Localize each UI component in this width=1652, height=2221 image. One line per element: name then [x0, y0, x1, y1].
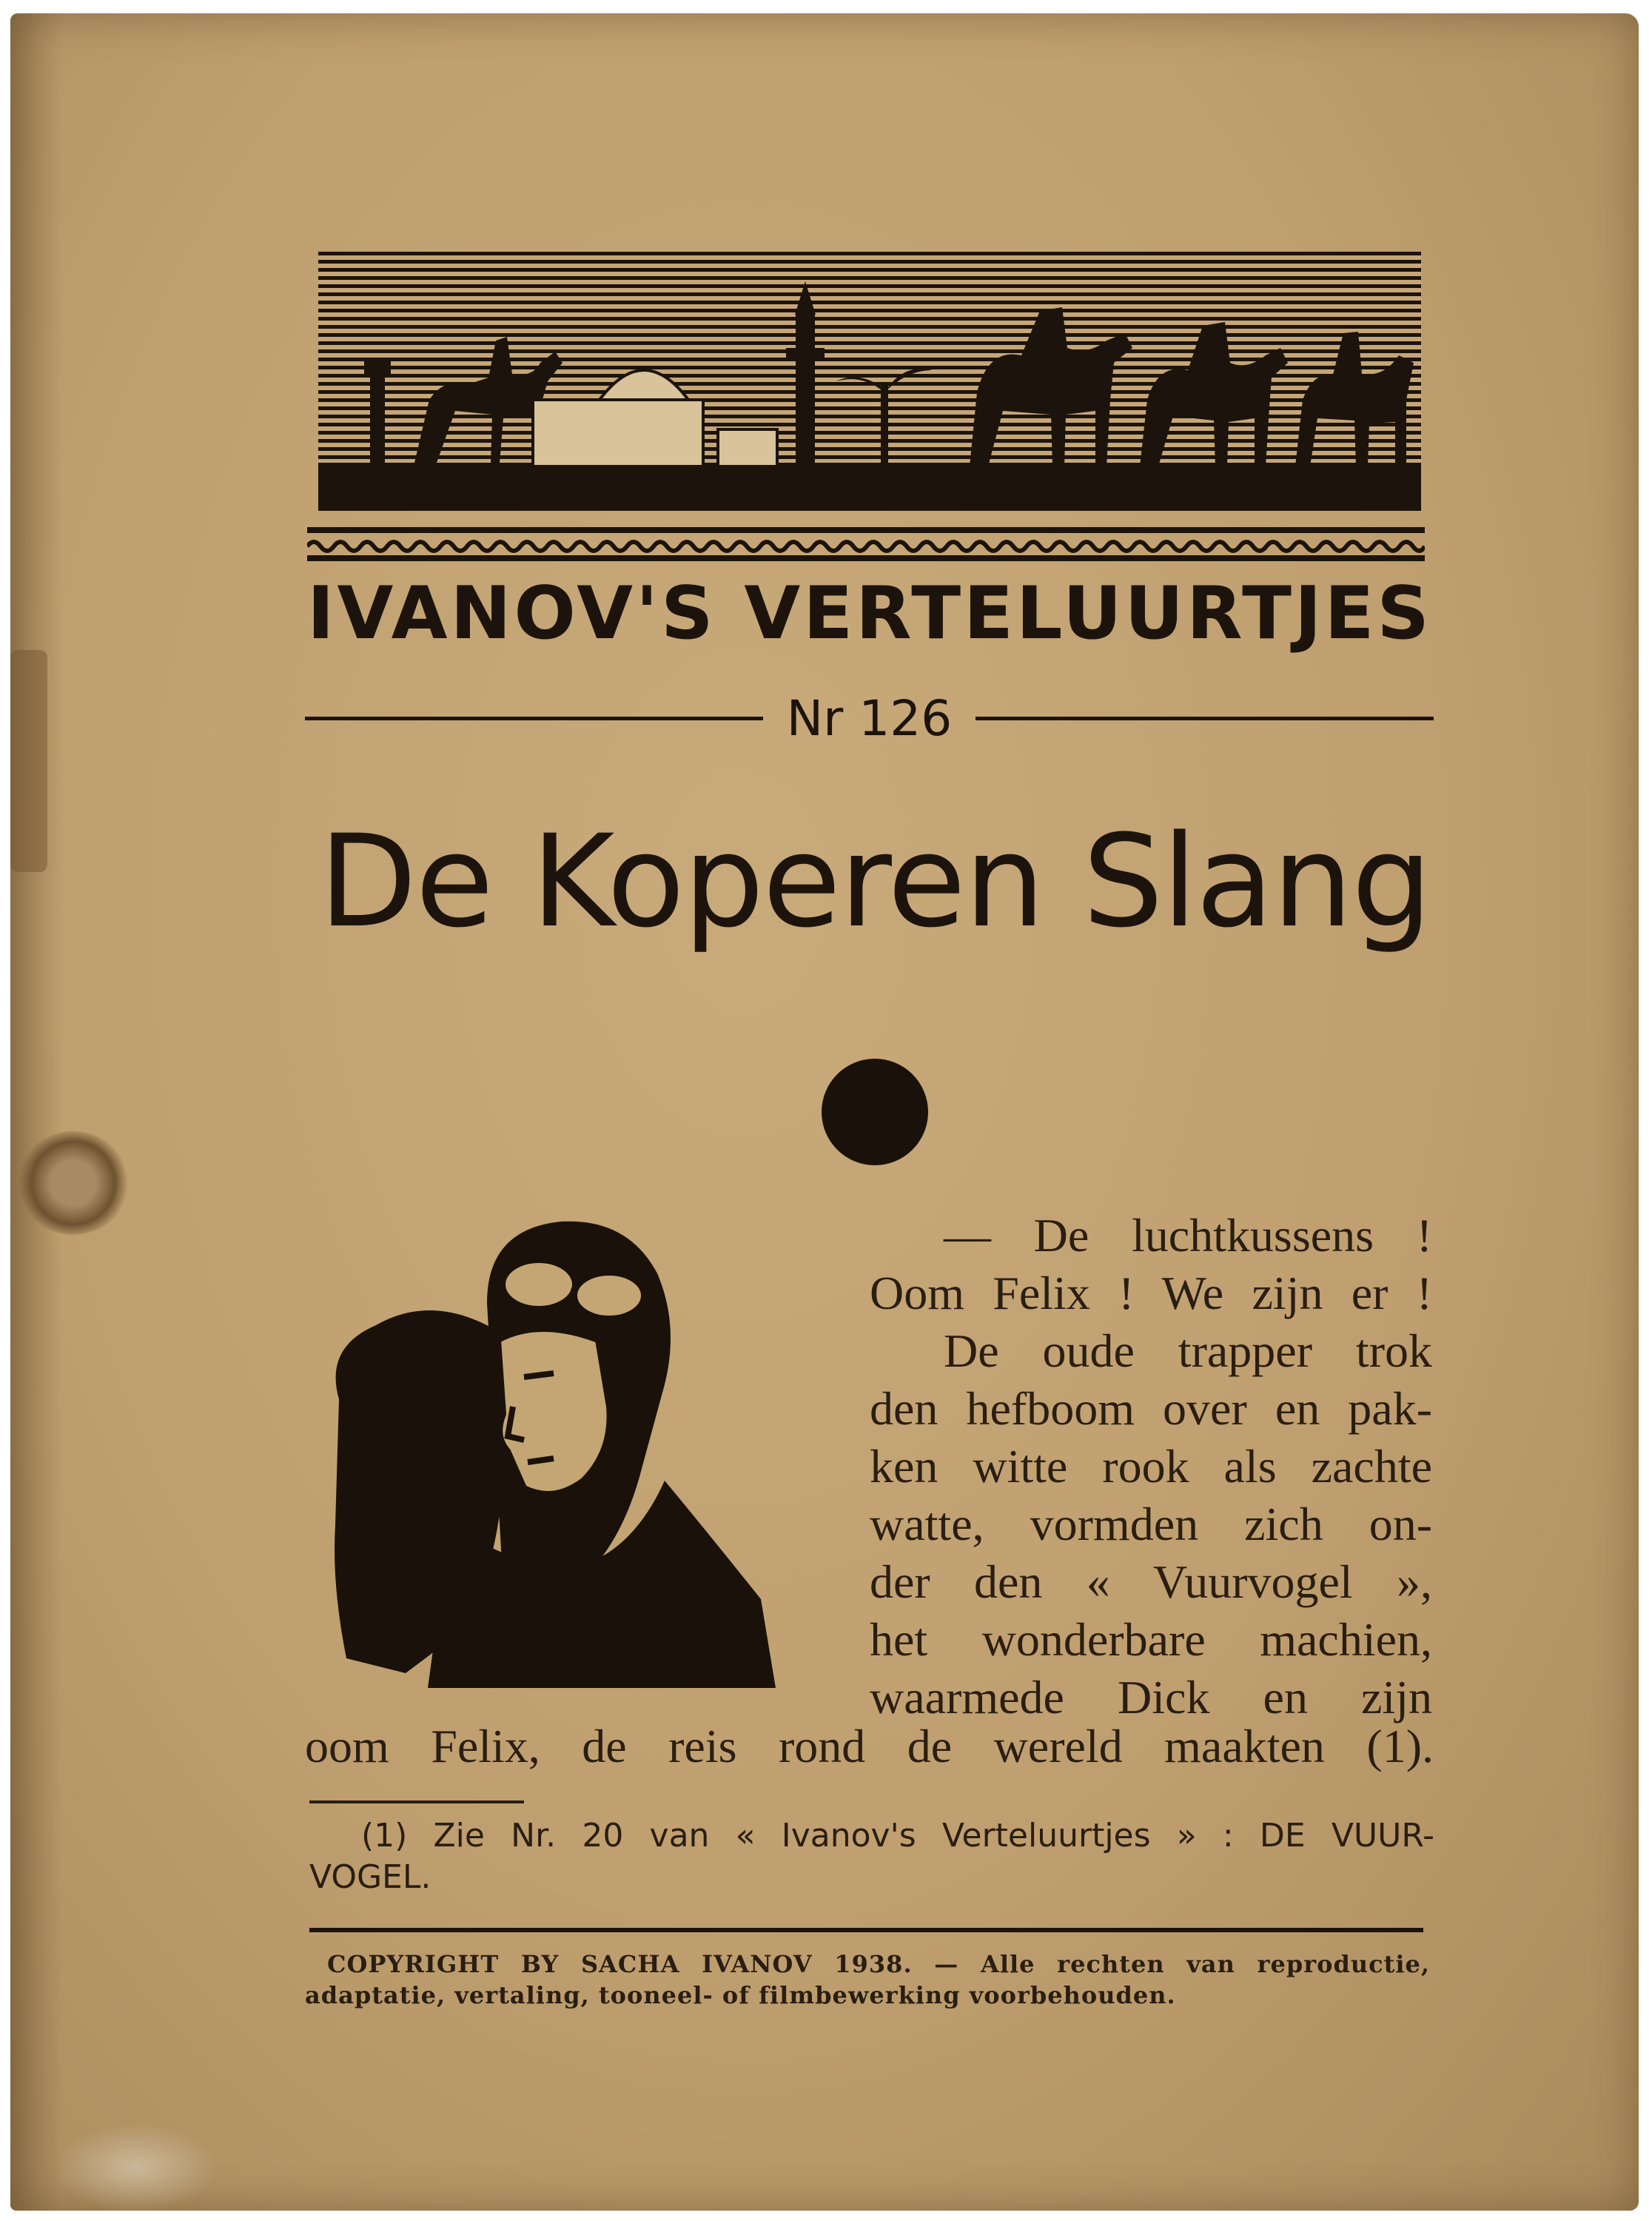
- story-line: De oude trapper trok: [944, 1324, 1432, 1377]
- footnote-line: (1) Zie Nr. 20 van « Ivanov's Verteluurtjes » : DE VUUR-: [361, 1817, 1434, 1855]
- copyright-line: COPYRIGHT BY SACHA IVANOV 1938. — Alle rechten van reproductie,: [327, 1950, 1430, 1978]
- paper-stain: [55, 2123, 218, 2211]
- story-line: ken witte rook als zachte: [870, 1440, 1432, 1493]
- story-last-line: oom Felix, de reis rond de wereld maakten (1).: [305, 1720, 1434, 1772]
- paper-stain: [18, 1131, 129, 1235]
- divider-line: [305, 717, 763, 720]
- ornament-dot: [822, 1059, 928, 1165]
- story-line: der den « Vuurvogel »,: [870, 1555, 1432, 1608]
- story-text: [870, 1207, 1432, 1726]
- copyright-notice: [305, 1949, 1430, 2011]
- footnote-divider: [309, 1800, 524, 1803]
- story-line: het wonderbare machien,: [870, 1613, 1432, 1666]
- story-line: Oom Felix ! We zijn er !: [870, 1267, 1432, 1319]
- desert-caravan-illustration: [318, 252, 1421, 511]
- divider-line: [976, 717, 1434, 720]
- footnote: [309, 1815, 1434, 1898]
- aviator-portrait-illustration: [317, 1214, 790, 1695]
- wavy-divider: [307, 527, 1425, 561]
- series-title-right: VERTELUURTJES: [744, 572, 1432, 656]
- story-line: waarmede Dick en zijn: [870, 1671, 1432, 1723]
- story-line: — De luchtkussens !: [944, 1209, 1432, 1262]
- book-title: De Koperen Slang: [318, 807, 1431, 956]
- series-title-left: IVANOV'S: [307, 572, 716, 656]
- copyright-line: adaptatie, vertaling, tooneel- of filmbewerking voorbehouden.: [305, 1981, 1176, 2009]
- story-line: watte, vormden zich on-: [870, 1498, 1432, 1550]
- series-title: [307, 572, 1432, 656]
- issue-number: Nr 126: [786, 689, 953, 747]
- copyright-divider: [309, 1928, 1423, 1932]
- paper-stain: [10, 650, 47, 872]
- issue-number-row: [305, 681, 1434, 755]
- story-line: den hefboom over en pak-: [870, 1382, 1432, 1435]
- footnote-line: VOGEL.: [309, 1858, 432, 1896]
- spine-wear: [10, 13, 62, 2211]
